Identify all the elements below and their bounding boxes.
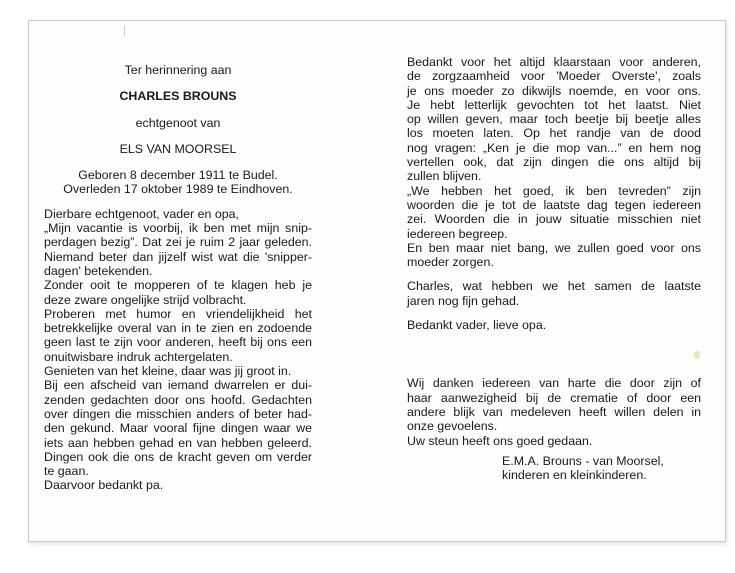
text-line: zullen blijven. bbox=[407, 169, 482, 184]
gratitude-paragraph bbox=[407, 55, 701, 269]
signature-block bbox=[502, 454, 701, 483]
thanks-paragraph bbox=[407, 376, 701, 447]
text-line: los moeten laten. Op het randje van de dood bbox=[407, 126, 701, 141]
deceased-name: CHARLES BROUNS bbox=[119, 89, 237, 104]
text-line: iedereen begreep. bbox=[407, 226, 508, 241]
text-line: iets aan hebben gehad en van hebben geleerd. bbox=[44, 435, 312, 450]
signature-line: E.M.A. Brouns - van Moorsel, bbox=[502, 453, 664, 468]
text-line: Uw steun heeft ons goed gedaan. bbox=[407, 433, 593, 448]
text-line: onuitwisbare indruk achtergelaten. bbox=[44, 349, 233, 364]
text-line: Zonder ooit te mopperen of te klagen heb je bbox=[44, 278, 312, 293]
text-line: je ons moeder zo dikwijls noemde, en voor ons. bbox=[407, 83, 701, 98]
memorial-card bbox=[28, 20, 726, 542]
memory-line: Ter herinnering aan bbox=[124, 63, 232, 77]
right-column bbox=[407, 55, 701, 482]
text-line: Niemand beter dan jijzelf wist wat die 'snipper- bbox=[44, 249, 312, 264]
text-line: de zorgzaamheid voor 'Moeder Overste', zoals bbox=[407, 69, 701, 84]
birth-line: Geboren 8 december 1911 te Budel. bbox=[78, 168, 278, 183]
text-line: Dingen ook die ons de kracht geven om verder bbox=[44, 449, 312, 464]
text-line: Proberen met humor en vriendelijkheid het bbox=[44, 306, 312, 321]
text-line: „Mijn vacantie is voorbij, ik ben met mijn snip- bbox=[44, 221, 312, 236]
text-line: Je hebt letterlijk gevochten tot het laatst. Niet bbox=[407, 97, 701, 112]
paper-stain bbox=[694, 351, 700, 359]
text-line: dagen' betekenden. bbox=[44, 263, 153, 278]
text-line: woorden die je tot de laatste dag tegen iedereen bbox=[407, 197, 701, 212]
text-line: zenden gedachten door ons hoofd. Gedachten bbox=[44, 392, 312, 407]
text-line: Bij een afscheid van iemand dwarrelen er dui- bbox=[44, 378, 312, 393]
text-line: „We hebben het goed, ik ben tevreden” zijn bbox=[407, 183, 701, 198]
spouse-name: ELS VAN MOORSEL bbox=[119, 141, 237, 156]
card-header bbox=[44, 63, 312, 197]
together-paragraph bbox=[407, 279, 701, 308]
text-line: Bedankt voor het altijd klaarstaan voor anderen, bbox=[407, 55, 701, 69]
text-line: vertellen ook, dat zijn dingen die ons altijd bij bbox=[407, 155, 701, 170]
death-line: Overleden 17 oktober 1989 te Eindhoven. bbox=[63, 182, 293, 197]
print-mark bbox=[124, 26, 125, 36]
text-line: te gaan. bbox=[44, 464, 89, 479]
text-line: deze zware ongelijke strijd volbracht. bbox=[44, 292, 247, 307]
text-line: zei. Woorden die in jouw situatie misschien niet bbox=[407, 212, 701, 227]
text-line: Wij danken iedereen van harte die door zijn of bbox=[407, 376, 701, 391]
eulogy-text bbox=[44, 207, 312, 493]
text-line: Dierbare echtgenoot, vader en opa, bbox=[44, 206, 239, 221]
text-line: andere blijk van medeleven heeft willen delen in bbox=[407, 404, 701, 419]
text-line: onze gevoelens. bbox=[407, 419, 498, 434]
text-line: op willen geven, maar toch beetje bij beetje alles bbox=[407, 112, 701, 127]
text-line: geen last te zijn voor anderen, heeft bij ons een bbox=[44, 335, 312, 350]
farewell-line: Bedankt vader, lieve opa. bbox=[407, 318, 547, 333]
text-line: En ben maar niet bang, we zullen goed voor ons bbox=[407, 240, 701, 255]
text-line: perdagen bezig”. Dat zei je ruim 2 jaar geleden. bbox=[44, 235, 312, 250]
spouse-of-line: echtgenoot van bbox=[135, 115, 221, 130]
text-line: haar aanwezigheid bij de crematie of door een bbox=[407, 390, 701, 405]
text-line: jaren nog fijn gehad. bbox=[407, 293, 520, 308]
text-line: Daarvoor bedankt pa. bbox=[44, 478, 164, 493]
text-line: moeder zorgen. bbox=[407, 255, 494, 270]
text-line: nog vragen: „Ken je die mop van...” en hem nog bbox=[407, 140, 701, 155]
text-line: betrekkelijke overal van in te zien en zodoende bbox=[44, 321, 312, 336]
text-line: den gekund. Maar vooral fijne dingen waar we bbox=[44, 421, 312, 436]
signature-line: kinderen en kleinkinderen. bbox=[502, 468, 647, 483]
text-line: Genieten van het kleine, daar was jij groot in. bbox=[44, 364, 292, 379]
text-line: over dingen die misschien anders of beter had- bbox=[44, 406, 312, 421]
left-column bbox=[44, 63, 312, 493]
text-line: Charles, wat hebben we het samen de laatste bbox=[407, 279, 701, 294]
